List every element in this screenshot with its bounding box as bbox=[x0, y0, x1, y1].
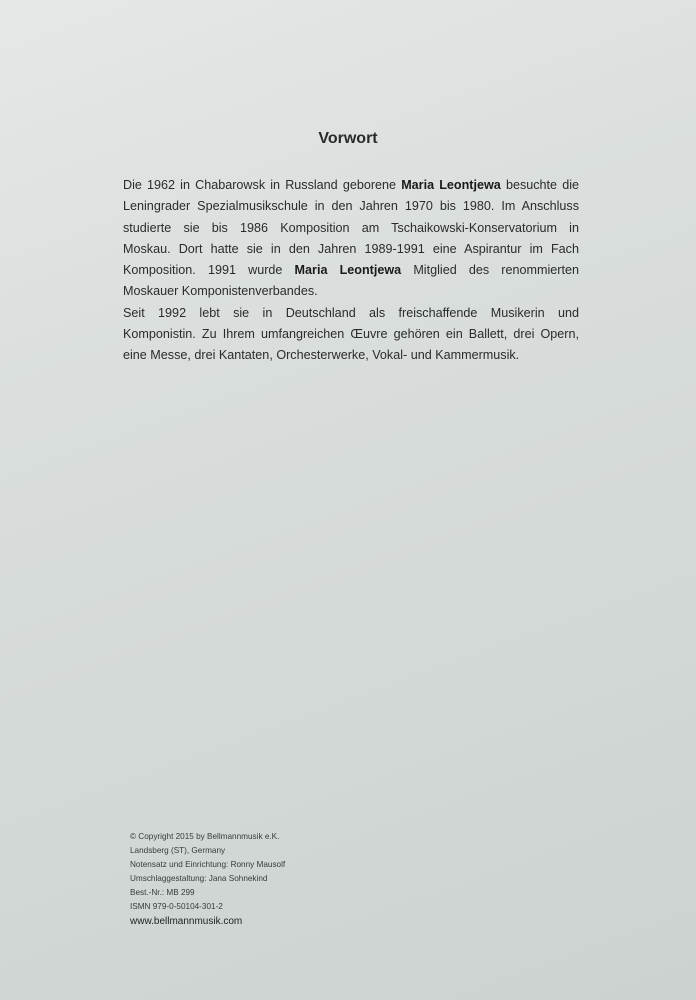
text-line: Komponistin. Zu Ihrem umfangreichen Œuvre gehören ein Ballett, drei Opern, bbox=[123, 327, 579, 342]
copyright-notice: © Copyright 2015 by Bellmannmusik e.K. bbox=[130, 832, 280, 841]
text-line: Leningrader Spezialmusikschule in den Jahren 1970 bis 1980. Im Anschluss bbox=[123, 199, 579, 214]
imprint bbox=[130, 830, 285, 929]
text-line bbox=[123, 175, 579, 196]
text-line: Moskauer Komponistenverbandes. bbox=[123, 284, 318, 299]
text-segment: Die 1962 in Chabarowsk in Russland geborene bbox=[123, 178, 402, 192]
order-number: Best.-Nr.: MB 299 bbox=[130, 888, 195, 897]
text-segment: Mitglied des renommierten bbox=[401, 263, 579, 278]
text-line: eine Messe, drei Kantaten, Orchesterwerke, Vokal- und Kammermusik. bbox=[123, 348, 520, 363]
composer-name: Maria Leontjewa bbox=[294, 263, 402, 278]
page-title: Vorwort bbox=[318, 130, 378, 147]
cover-design-credit: Umschlaggestaltung: Jana Sohnekind bbox=[130, 874, 268, 883]
text-line bbox=[123, 260, 579, 281]
text-segment: Komposition. 1991 wurde bbox=[123, 263, 295, 278]
ismn: ISMN 979-0-50104-301-2 bbox=[130, 902, 223, 911]
text-line: studierte sie bis 1986 Komposition am Tschaikowski-Konservatorium in bbox=[123, 220, 579, 235]
engraving-credit: Notensatz und Einrichtung: Ronny Mausolf bbox=[130, 860, 286, 869]
publisher-location: Landsberg (ST), Germany bbox=[130, 846, 226, 855]
foreword-text bbox=[123, 175, 579, 367]
text-segment: besuchte die bbox=[500, 178, 580, 192]
composer-name: Maria Leontjewa bbox=[401, 178, 501, 192]
text-line: Seit 1992 lebt sie in Deutschland als freischaffende Musikerin und bbox=[123, 305, 579, 320]
text-line: Moskau. Dort hatte sie in den Jahren 1989-1991 eine Aspirantur im Fach bbox=[123, 241, 579, 256]
website-link[interactable]: www.bellmannmusik.com bbox=[130, 916, 243, 927]
